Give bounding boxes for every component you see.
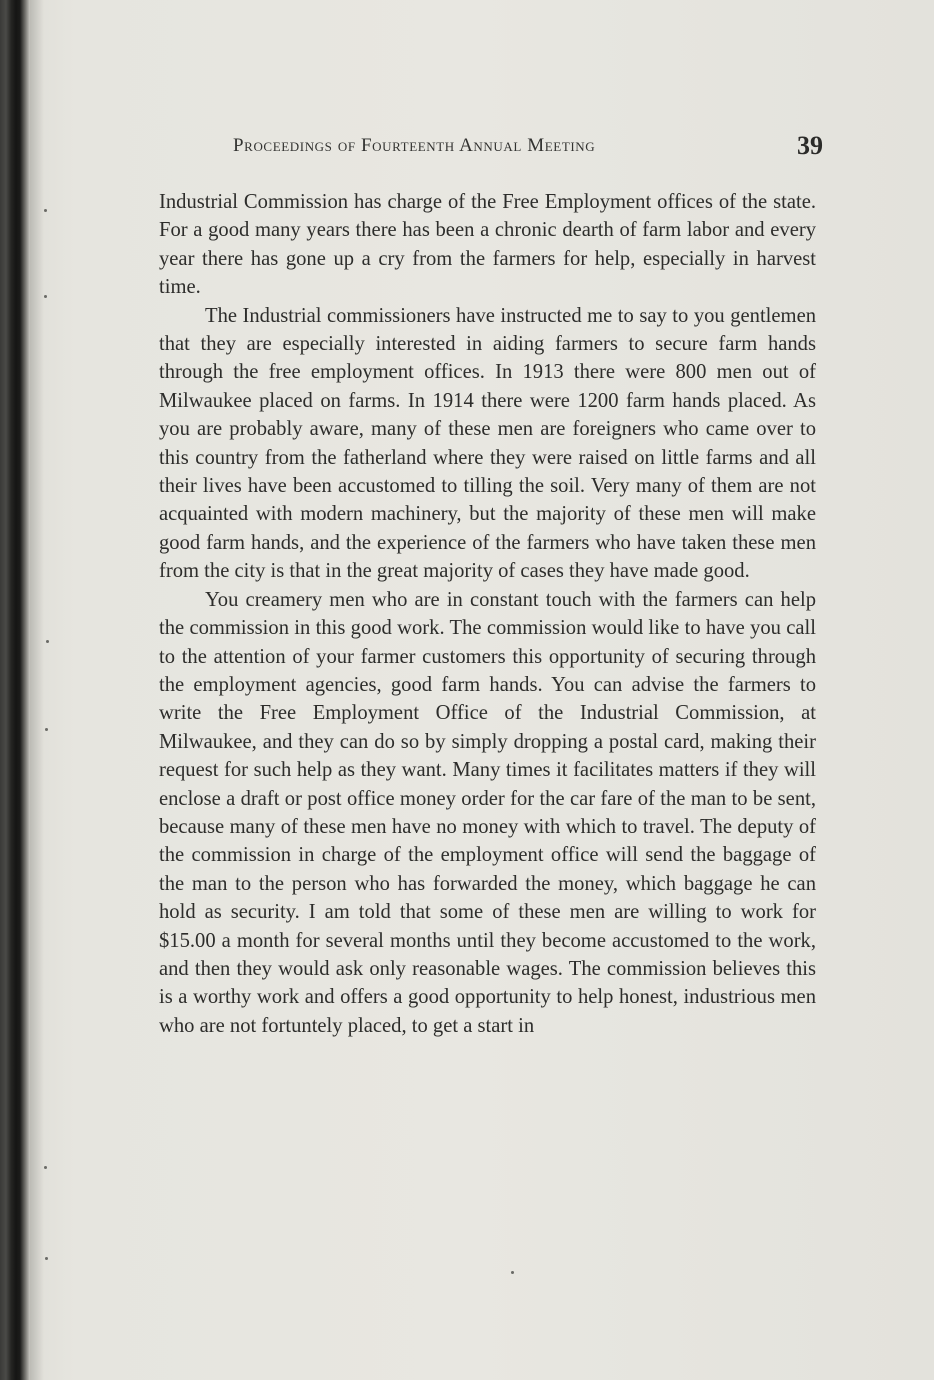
- paper-speck: [44, 295, 47, 298]
- paper-speck: [44, 1166, 47, 1169]
- book-binding-edge: [0, 0, 30, 1380]
- paper-speck: [44, 209, 47, 212]
- paper-speck: [45, 1257, 48, 1260]
- binding-shadow: [30, 0, 44, 1380]
- running-head: Proceedings of Fourteenth Annual Meeting: [233, 135, 596, 156]
- paper-speck: [511, 1271, 514, 1274]
- paper-speck: [45, 728, 48, 731]
- paragraph-continuation: Industrial Commission has charge of the Free Employment offices of the state. For a good many years there has been a chronic dearth of farm labor and every year there has gone up a cry from the farmers for help, especially in harvest time.: [159, 191, 816, 299]
- page-header: [233, 131, 823, 165]
- page-number: 39: [797, 131, 823, 160]
- paragraph: You creamery men who are in constant touch with the farmers can help the commission in this good work. The commission would like to have you call to the attention of your farmer customers this opportunity of securing through the employment agencies, good farm hands. You can advise the farmers to write the Free Employment Office of the Industrial Commission, at Milwaukee, and they can do so by simply dropping a postal card, making their request for such help as they want. Many times it facilitates matters if they will enclose a draft or post office money order for the car fare of the man to be sent, because many of these men have no money with which to travel. The deputy of the commission in charge of the employment office will send the baggage of the man to the person who has forwarded the money, which baggage he can hold as security. I am told that some of these men are willing to work for $15.00 a month for several months until they become accustomed to the work, and then they would ask only reasonable wages. The commission believes this is a worthy work and offers a good opportunity to help honest, industrious men who are not fortuntely placed, to get a start in: [159, 588, 816, 1037]
- body-text: [159, 188, 816, 1040]
- paper-speck: [46, 640, 49, 643]
- paragraph: The Industrial commissioners have instructed me to say to you gentlemen that they are especially interested in aiding farmers to secure farm hands through the free employment offices. In 1913 there were 800 men out of Milwaukee placed on farms. In 1914 there were 1200 farm hands placed. As you are probably aware, many of these men are foreigners who came over to this country from the fatherland where they were raised on little farms and all their lives have been accustomed to tilling the soil. Very many of them are not acquainted with modern machinery, but the majority of these men will make good farm hands, and the experience of the farmers who have taken these men from the city is that in the great majority of cases they have made good.: [159, 304, 816, 583]
